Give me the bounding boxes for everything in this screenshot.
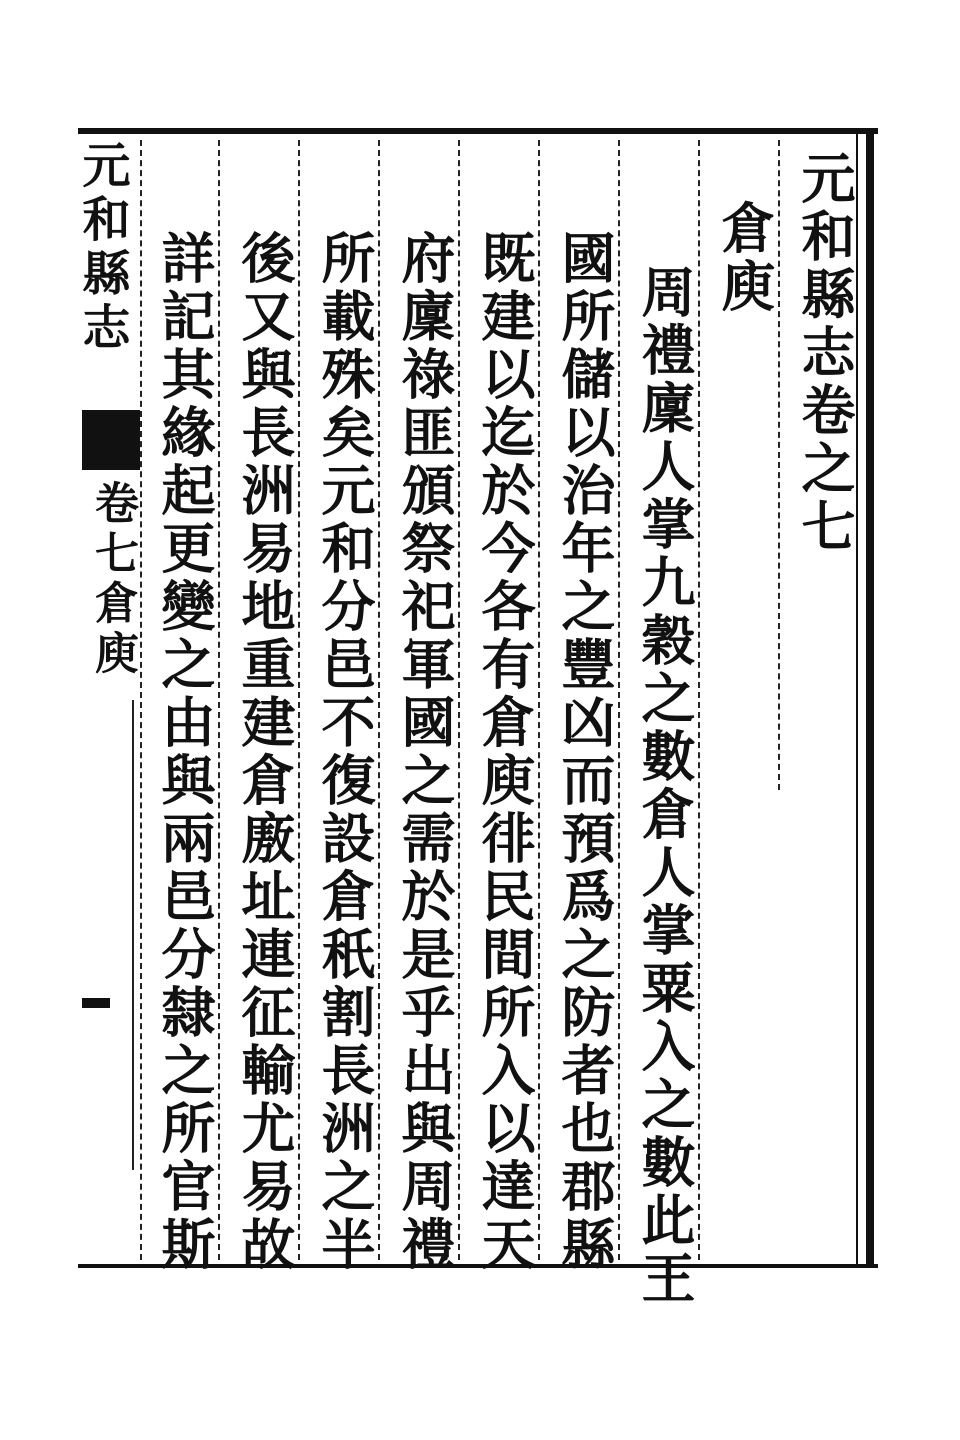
banxin-volume: 卷七 bbox=[87, 480, 138, 580]
banxin-title: 元和縣志 bbox=[74, 140, 130, 356]
section-heading: 倉庾 bbox=[713, 200, 777, 316]
text-column: 府廩祿匪頒祭祀軍國之需於是乎出與周禮 bbox=[393, 230, 457, 1274]
banxin-dash bbox=[82, 998, 110, 1008]
column-divider bbox=[140, 140, 142, 1260]
text-column: 周禮廩人掌九穀之數倉人掌粟入之數此王 bbox=[633, 264, 697, 1308]
page-title: 元和縣志卷之七 bbox=[793, 150, 857, 556]
banxin-section: 倉庾 bbox=[87, 580, 138, 680]
text-column: 後又與長洲易地重建倉廒址連征輸尤易故 bbox=[233, 230, 297, 1274]
text-column: 既建以迄於今各有倉庾徘民間所入以達天 bbox=[473, 230, 537, 1274]
banxin-volume-section bbox=[80, 480, 140, 680]
fishtail-mark bbox=[82, 410, 140, 470]
text-column: 國所儲以治年之豐凶而預爲之防者也郡縣 bbox=[553, 230, 617, 1274]
page-frame-right bbox=[866, 128, 874, 1268]
banxin-rule bbox=[132, 700, 134, 1170]
text-column: 所載殊矣元和分邑不復設倉秖割長洲之半 bbox=[313, 230, 377, 1274]
page-frame-top bbox=[78, 128, 878, 134]
text-column: 詳記其緣起更變之由與兩邑分隸之所官斯 bbox=[153, 230, 217, 1274]
